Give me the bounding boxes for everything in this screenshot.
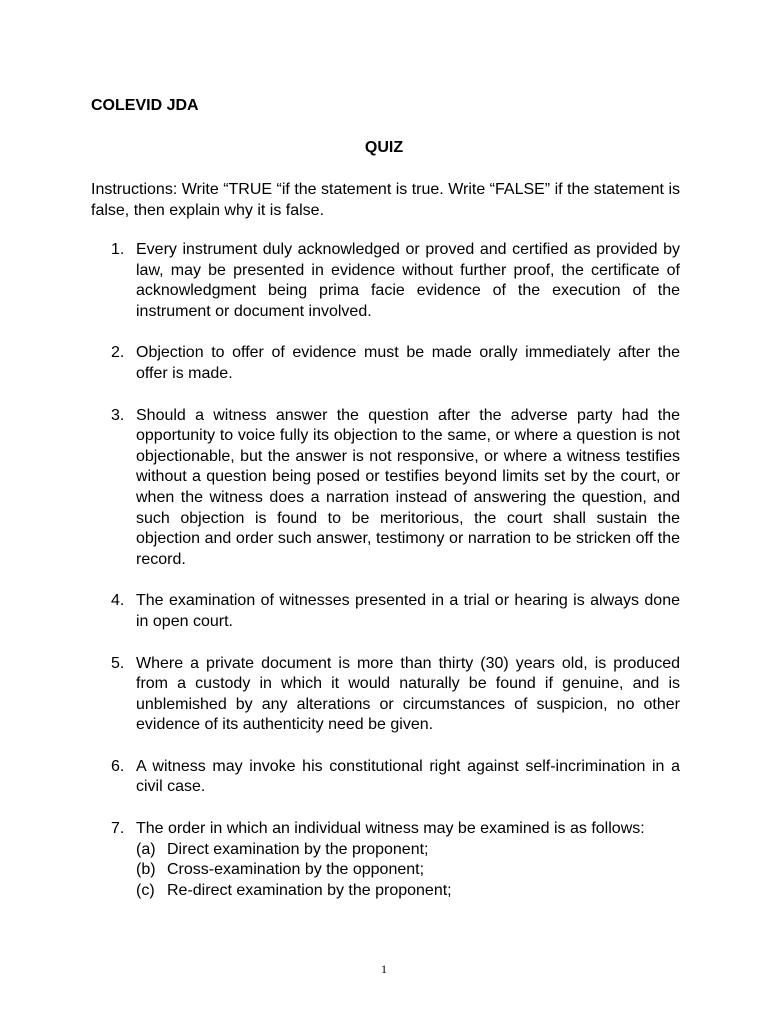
question-number: 4. [111,592,125,610]
question-number: 2. [111,344,125,362]
question-text: Should a witness answer the question after the adverse party had the opportunity to voice fully its objection to the same, or where a question is not objectionable, but the answer is not responsive, or where a witness testifies without a question being posed or testifies beyond limits set by the court, or when the witness does a narration instead of answering the question, and such objection is found to be meritorious, the court shall sustain the objection and order such answer, testimony or narration to be stricken off the record. [136,406,680,568]
question-item [91,819,680,901]
question-text: Objection to offer of evidence must be made orally immediately after the offer is made. [136,344,680,382]
sub-item-text: Direct examination by the proponent; [167,840,429,858]
document-header: COLEVID JDA [91,97,199,114]
question-item [91,343,680,384]
question-item [91,406,680,571]
sub-item-list [136,840,680,902]
question-number: 7. [111,820,125,838]
sub-item [136,881,680,902]
question-text: A witness may invoke his constitutional right against self-incrimination in a civil case. [136,757,680,796]
question-text: The order in which an individual witness may be examined is as follows: [136,820,645,838]
question-number: 3. [111,406,125,424]
sub-item-label: (c) [136,881,155,899]
question-item [91,757,680,798]
question-text: The examination of witnesses presented in a trial or hearing is always done in open court. [136,592,680,630]
question-number: 5. [111,654,125,672]
question-item [91,240,680,322]
instructions-paragraph: Instructions: Write “TRUE “if the statement is true. Write “FALSE” if the statement is false, then explain why it is false. [91,181,680,219]
sub-item-text: Cross-examination by the opponent; [167,861,425,879]
question-number: 6. [111,757,125,775]
sub-item [136,840,680,861]
sub-item-label: (a) [136,840,156,858]
question-number: 1. [111,241,125,258]
question-text: Every instrument duly acknowledged or proved and certified as provided by law, may be presented in evidence without further proof, the certificate of acknowledgment being prima facie evidence of the execution of the instrument or document involved. [136,241,680,320]
sub-item-text: Re-direct examination by the proponent; [167,881,452,899]
sub-item-label: (b) [136,861,156,879]
question-item [91,654,680,736]
page-number: 1 [381,962,387,976]
page-title: QUIZ [364,139,404,156]
question-list [91,240,680,922]
question-item [91,591,680,632]
question-text: Where a private document is more than thirty (30) years old, is produced from a custody in which it would naturally be found if genuine, and is unblemished by any alterations or circumstances of suspicion, no other evidence of its authenticity need be given. [136,654,680,734]
sub-item [136,860,680,881]
